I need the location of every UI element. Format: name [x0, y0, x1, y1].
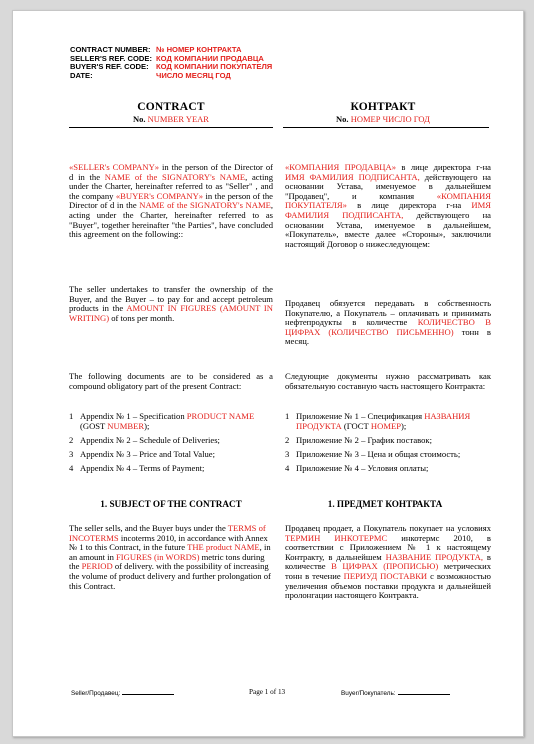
- russian-sub-prefix: No.: [336, 114, 349, 124]
- buyer-code-value: КОД КОМПАНИИ ПОКУПАТЕЛЯ: [156, 62, 273, 72]
- appendix-placeholder: NUMBER: [107, 420, 145, 431]
- appendix-text: [296, 436, 432, 446]
- appendix-item: [285, 464, 491, 474]
- russian-appendix-list: [285, 412, 491, 478]
- appendix-number: 2: [285, 434, 290, 445]
- russian-section1-title: 1. ПРЕДМЕТ КОНТРАКТА: [327, 499, 443, 509]
- appendix-label: Приложение № 4 – Условия оплаты;: [296, 463, 429, 474]
- section1-text: metric tons during the: [69, 551, 265, 572]
- appendix-label: Приложение № 3 – Цена и общая стоимость;: [296, 448, 461, 459]
- appendix-text: [80, 464, 204, 474]
- seller-company-placeholder: «SELLER's COMPANY»: [69, 162, 160, 172]
- intro-text: действующего на основании Устава, именуемое в дальнейшем "Продавец", и компания: [285, 171, 491, 201]
- appendix-number: 4: [285, 463, 290, 474]
- intro-text: , acting under the Charter, hereinafter referred to as "Buyer", together hereinafter "the Parties", have concluded this agreement on the following::: [69, 200, 273, 240]
- english-subtitle: [71, 114, 271, 124]
- appendix-label: Приложение № 1 – Спецификация: [296, 411, 425, 421]
- section1-text: инкотермс 2010, в соответствии с Приложением № 1 к настоящему Контракту, в дальнейшем: [285, 532, 491, 562]
- russian-documents-intro: [285, 372, 491, 391]
- intro-text: , acting under the Charter, hereinafter referred to as "Seller" , and the company: [69, 171, 273, 201]
- buyer-signature: [341, 690, 450, 697]
- section1-text: метрических тонн в течение: [285, 561, 491, 581]
- appendix-label: (GOST: [80, 420, 108, 431]
- appendix-number: 1: [69, 411, 74, 421]
- section1-text: The seller sells, and the Buyer buys under the: [69, 523, 228, 533]
- appendix-text: [80, 436, 220, 446]
- seller-signature-label: Seller/Продавец:: [71, 690, 121, 697]
- appendix-item: [69, 450, 273, 460]
- section1-text: Продавец продает, а Покупатель покупает на условиях: [285, 523, 491, 533]
- appendix-number: 2: [69, 434, 74, 445]
- appendix-text: [80, 450, 215, 460]
- appendix-label: Приложение № 2 – График поставок;: [296, 434, 432, 445]
- signatory-name-placeholder: NAME of the SIGNATORY's NAME: [139, 200, 271, 211]
- section1-text: incoterms 2010, in accordance with Annex № 1 to this Contract, in the future: [69, 532, 268, 553]
- product-name-placeholder: THE product NAME: [187, 542, 260, 553]
- english-documents-intro: [69, 372, 273, 391]
- appendix-item: [69, 464, 273, 474]
- seller-signature-line: [122, 694, 174, 695]
- documents-intro-text: The following documents are to be considered as a compound obligatory part of the present Contract:: [69, 371, 273, 391]
- appendix-item: [69, 436, 273, 446]
- english-section1-body: [69, 524, 273, 591]
- english-title: CONTRACT: [137, 101, 205, 113]
- appendix-label: );: [401, 420, 407, 431]
- quantity-placeholder: FIGURES (in WORDS): [116, 551, 200, 562]
- signatory-name-placeholder: NAME of the SIGNATORY's NAME: [104, 171, 246, 182]
- appendix-label: );: [144, 420, 150, 431]
- russian-intro: [285, 163, 491, 249]
- transfer-text: тонн в месяц.: [285, 326, 491, 347]
- appendix-text: [296, 450, 460, 460]
- incoterms-placeholder: ТЕРМИН ИНКОТЕРМС: [285, 532, 388, 543]
- seller-code-label: SELLER'S REF. CODE:: [70, 53, 152, 63]
- transfer-text: Продавец обязуется передавать в собственность Покупателю, а Покупатель – оплачивать и принимать нефтепродукты в количестве: [285, 298, 491, 328]
- quantity-placeholder: В ЦИФРАХ (ПРОПИСЬЮ): [331, 561, 439, 572]
- buyer-signature-label: Buyer/Покупатель:: [341, 690, 396, 697]
- seller-signature: [71, 690, 174, 697]
- seller-code-value: КОД КОМПАНИИ ПРОДАВЦА: [156, 53, 264, 63]
- english-intro: [69, 163, 273, 240]
- appendix-label: (ГОСТ: [341, 420, 371, 431]
- period-placeholder: ПЕРИУД ПОСТАВКИ: [343, 570, 428, 581]
- appendix-item: [285, 450, 491, 460]
- appendix-text: [296, 464, 428, 474]
- appendix-text: [80, 412, 273, 431]
- buyer-signature-line: [398, 694, 450, 695]
- appendix-number: 1: [285, 411, 290, 421]
- date-label: DATE:: [70, 70, 93, 80]
- intro-text: in the person of the Director of d in the: [69, 190, 273, 211]
- appendix-text: [296, 412, 491, 431]
- appendix-item: [285, 436, 491, 446]
- product-name-placeholder: НАЗВАНИЕ ПРОДУКТА,: [385, 551, 483, 562]
- russian-title: КОНТРАКТ: [350, 101, 416, 113]
- english-transfer: [69, 285, 273, 323]
- english-title-rule: [69, 127, 273, 128]
- russian-sub-value: НОМЕР ЧИСЛО ГОД: [350, 114, 430, 124]
- appendix-number: 3: [69, 448, 74, 459]
- contract-number-label: CONTRACT NUMBER:: [70, 45, 151, 54]
- contract-number-value: № НОМЕР КОНТРАКТА: [156, 45, 242, 54]
- documents-intro-text: Следующие документы нужно рассматривать как обязательную составную часть настоящего Контракта:: [285, 371, 491, 391]
- buyer-code-label: BUYER'S REF. CODE:: [70, 62, 149, 72]
- russian-transfer: [285, 299, 491, 347]
- appendix-item: [69, 412, 273, 431]
- buyer-company-placeholder: «BUYER's COMPANY»: [115, 190, 204, 201]
- english-section1-title: 1. SUBJECT OF THE CONTRACT: [100, 499, 242, 509]
- intro-text: в лице директора г-на: [346, 200, 472, 211]
- appendix-number: 3: [285, 448, 290, 459]
- period-placeholder: PERIOD: [81, 561, 113, 572]
- date-value: ЧИСЛО МЕСЯЦ ГОД: [156, 70, 231, 80]
- english-sub-prefix: No.: [133, 114, 146, 124]
- incoterms-placeholder: TERMS of INCOTERMS: [69, 523, 266, 543]
- section1-text: of delivery. with the possibility of increasing the volume of product delivery and further prolongation of this Contract.: [69, 561, 271, 591]
- contract-header: [70, 46, 272, 80]
- appendix-number: 4: [69, 463, 74, 474]
- english-sub-value: NUMBER YEAR: [147, 114, 209, 124]
- appendix-placeholder: НАЗВАНИЯ ПРОДУКТА: [296, 411, 471, 431]
- appendix-label: Appendix № 1 – Specification: [80, 411, 187, 421]
- russian-title-rule: [283, 127, 489, 128]
- amount-placeholder: AMOUNT IN FIGURES (AMOUNT IN WRITING): [69, 303, 273, 323]
- transfer-text: The seller undertakes to transfer the ownership of the Buyer, and the Buyer – to pay for and accept petroleum products in the: [69, 284, 273, 314]
- intro-text: in the person of the Director of d in the: [69, 162, 273, 182]
- appendix-placeholder: НОМЕР: [370, 420, 401, 431]
- appendix-label: Appendix № 2 – Schedule of Deliveries;: [80, 434, 220, 445]
- document-page: [12, 10, 524, 737]
- page-number: Page 1 of 13: [249, 688, 286, 696]
- section1-text: в количестве: [285, 551, 491, 572]
- buyer-company-placeholder: «КОМПАНИЯ ПОКУПАТЕЛЯ»: [285, 190, 491, 211]
- english-appendix-list: [69, 412, 273, 478]
- appendix-placeholder: PRODUCT NAME: [186, 411, 255, 421]
- intro-text: в лице директора г-на: [396, 162, 491, 172]
- transfer-text: of tons per month.: [109, 312, 175, 323]
- seller-company-placeholder: «КОМПАНИЯ ПРОДАВЦА»: [285, 162, 397, 172]
- signatory-name-placeholder: ИМЯ ФАМИЛИЯ ПОДПИСАНТА,: [285, 200, 491, 220]
- appendix-label: Appendix № 3 – Price and Total Value;: [80, 448, 215, 459]
- appendix-label: Appendix № 4 – Terms of Payment;: [80, 463, 205, 474]
- section1-text: с возможностью увеличения объемов поставки продукта и дальнейшей пролонгации настоящего Контракта.: [285, 570, 491, 601]
- amount-placeholder: КОЛИЧЕСТВО В ЦИФРАХ (КОЛИЧЕСТВО ПИСЬМЕННО): [285, 317, 491, 337]
- appendix-item: [285, 412, 491, 431]
- russian-subtitle: [283, 114, 483, 124]
- intro-text: действующего на основании Устава, именуемое в дальнейшем, «Покупатель», вместе далее «Стороны», заключили настоящий Договор о нижеследующем:: [285, 209, 491, 249]
- section1-text: , in an amount in: [69, 542, 271, 562]
- russian-section1-body: [285, 524, 491, 601]
- signatory-name-placeholder: ИМЯ ФАМИЛИЯ ПОДПИСАНТА,: [285, 171, 420, 182]
